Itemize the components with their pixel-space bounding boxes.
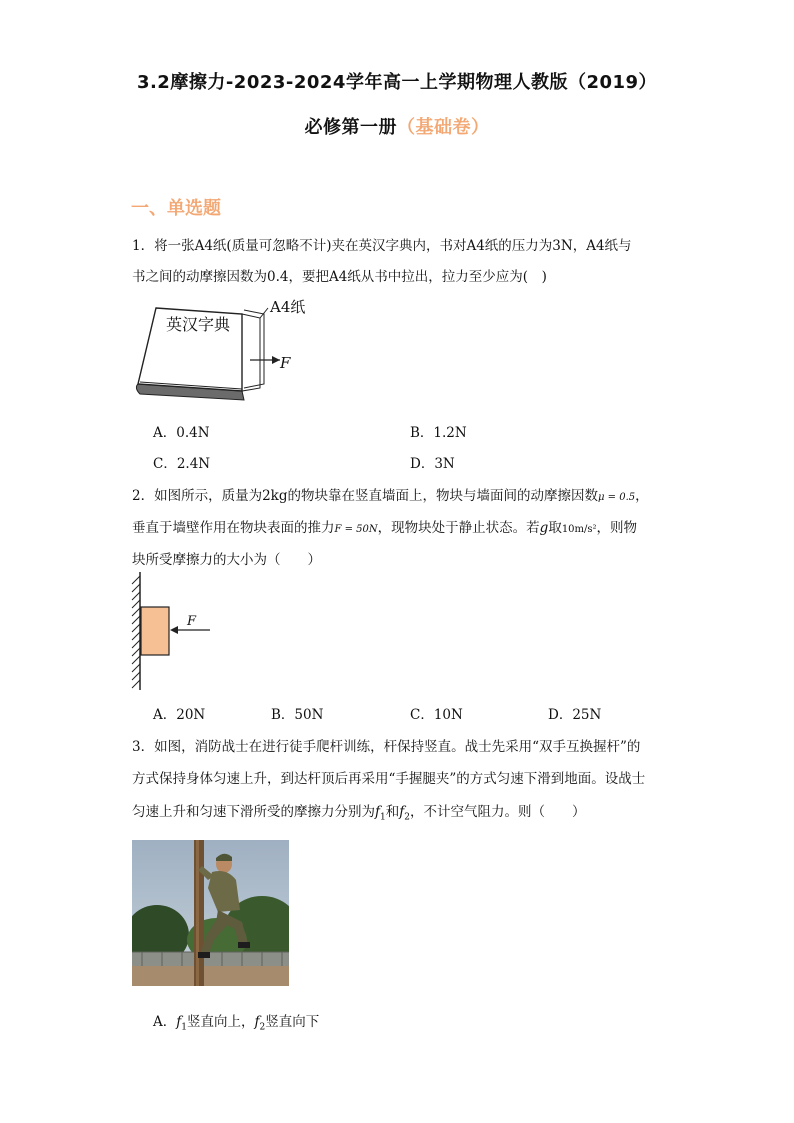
q3-option-a-part-1: 竖直向上，	[186, 1014, 255, 1030]
q2-line-2-mid: ，现物块处于静止状态。若	[377, 520, 540, 536]
q1-line-1: 1．将一张A4纸(质量可忽略不计)夹在英汉字典内，书对A4纸的压力为3N，A4纸与	[132, 238, 632, 254]
q3-option-a-f2-sub: 2	[259, 1022, 266, 1033]
q3-option-a-f1-sub: 1	[181, 1022, 187, 1033]
q2-line-2-end: ，则物	[596, 520, 638, 536]
q1-force-label: F	[280, 354, 291, 372]
q3-option-a-part-2: 竖直向下	[265, 1014, 320, 1030]
q2-option-d[interactable]: D．25N	[548, 707, 602, 723]
q3-f2: f	[399, 804, 405, 820]
q2-option-b[interactable]: B．50N	[271, 707, 324, 723]
section-heading: 一、单选题	[131, 198, 221, 219]
q3-option-a-f1: f	[176, 1014, 182, 1030]
q3-line-3	[132, 800, 585, 823]
q3-line-1: 3．如图，消防战士在进行徒手爬杆训练，杆保持竖直。战士先采用“双手互换握杆”的	[132, 739, 641, 755]
q2-line-2	[132, 516, 637, 536]
q2-line-1-end: ，	[635, 488, 649, 504]
title-main: 必修第一册	[304, 117, 397, 138]
q1-paper-label: A4纸	[270, 298, 306, 316]
q2-line-2-take: 取	[548, 520, 562, 536]
q3-f1-sub: 1	[380, 812, 386, 823]
q3-f2-sub: 2	[404, 812, 410, 823]
q1-line-2: 书之间的动摩擦因数为0.4，要把A4纸从书中拉出，拉力至少应为( )	[132, 269, 547, 285]
q3-line-3-text: 匀速上升和匀速下滑所受的摩擦力分别为	[132, 804, 375, 820]
title-line-1: 3.2摩擦力-2023-2024学年高一上学期物理人教版（2019）	[136, 72, 658, 93]
q3-option-a[interactable]	[153, 1010, 319, 1033]
q3-f1: f	[375, 804, 380, 820]
q3-line-3-and: 和	[385, 804, 400, 820]
q2-line-2-text: 垂直于墙壁作用在物块表面的推力	[132, 520, 335, 536]
q1-option-a[interactable]: A．0.4N	[153, 425, 210, 441]
q2-g-value: 10m/s²	[561, 524, 597, 535]
q2-force-label: F	[187, 614, 197, 629]
q1-book-figure	[132, 296, 332, 406]
q2-wall-figure	[126, 570, 226, 695]
q2-option-c[interactable]: C．10N	[410, 707, 463, 723]
q3-option-a-f2: f	[254, 1014, 260, 1030]
q2-mu: μ = 0.5	[598, 492, 636, 503]
q3-line-2: 方式保持身体匀速上升，到达杆顶后再采用“手握腿夹”的方式匀速下滑到地面。设战士	[132, 771, 646, 787]
q2-option-a[interactable]: A．20N	[153, 707, 206, 723]
q2-line-1-text: 2．如图所示，质量为2kg的物块靠在竖直墙面上，物块与墙面间的动摩擦因数	[132, 488, 598, 504]
q1-option-c[interactable]: C．2.4N	[153, 456, 211, 472]
q3-soldier-photo	[132, 840, 289, 986]
q2-force: F = 50N	[334, 524, 378, 535]
q2-line-3: 块所受摩擦力的大小为（ ）	[132, 552, 321, 568]
q1-option-d[interactable]: D．3N	[410, 456, 455, 472]
title-line-2	[0, 113, 794, 139]
q1-option-b[interactable]: B．1.2N	[410, 425, 467, 441]
q1-book-label: 英汉字典	[166, 315, 231, 334]
q3-option-a-prefix: A．	[153, 1014, 177, 1030]
q3-line-3-end: ，不计空气阻力。则（ ）	[409, 804, 586, 820]
title-accent: （基础卷）	[397, 117, 490, 138]
q2-g: g	[539, 520, 549, 536]
q2-line-1	[132, 484, 649, 504]
